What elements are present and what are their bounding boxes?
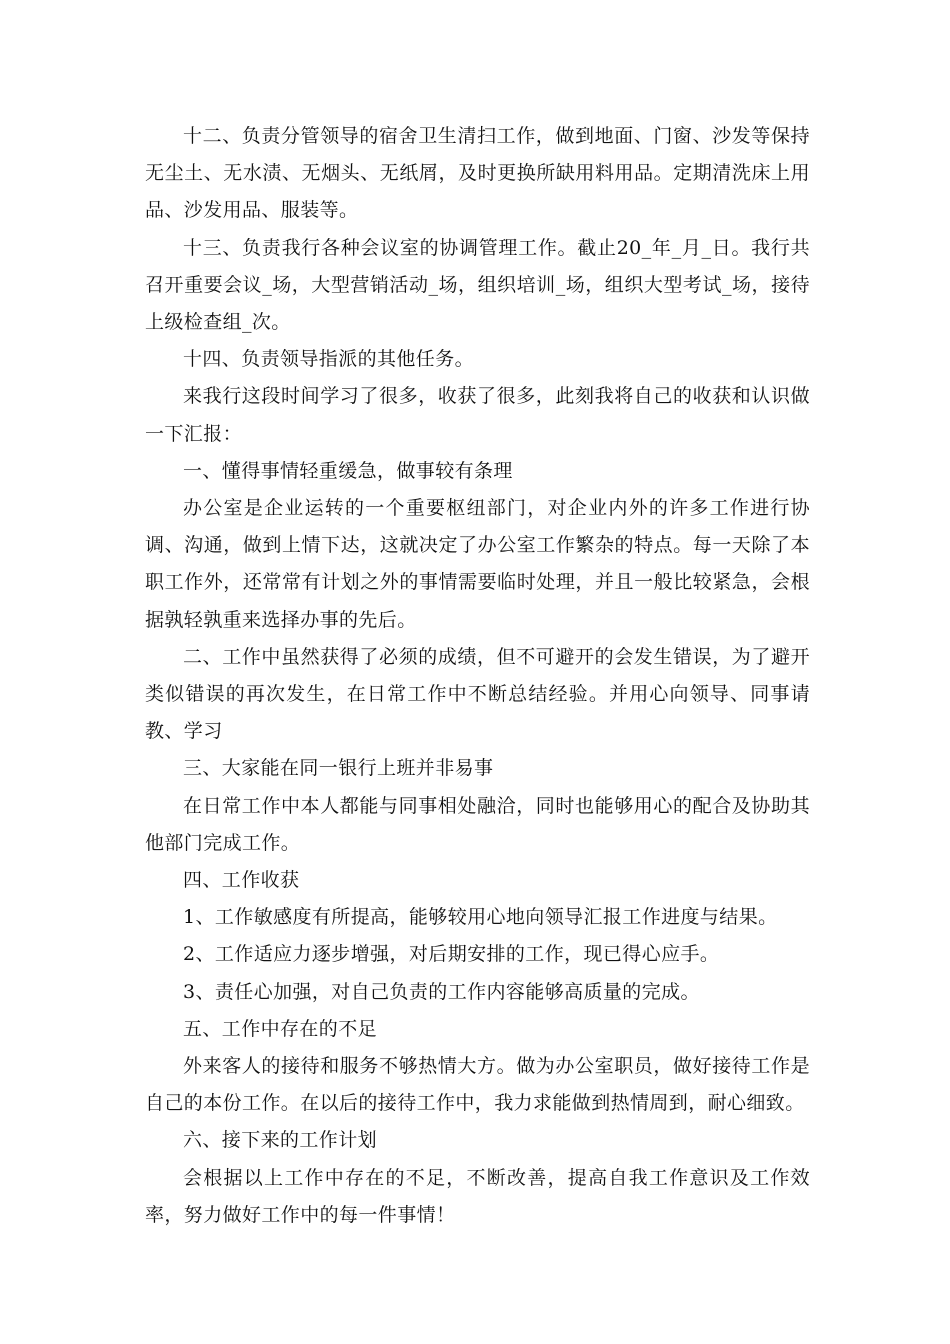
paragraph-section-6: 会根据以上工作中存在的不足，不断改善，提高自我工作意识及工作效率，努力做好工作中的每一件事情！	[145, 1166, 810, 1226]
section-heading-6: 六、接下来的工作计划	[183, 1129, 378, 1152]
paragraph-item-12: 十二、负责分管领导的宿舍卫生清扫工作，做到地面、门窗、沙发等保持无尘土、无水渍、无烟头、无纸屑，及时更换所缺用料用品。定期清洗床上用品、沙发用品、服装等。	[145, 125, 810, 222]
paragraph-item-14: 十四、负责领导指派的其他任务。	[183, 348, 475, 371]
section-heading-3: 三、大家能在同一银行上班并非易事	[183, 757, 494, 780]
section-heading-2: 二、工作中虽然获得了必须的成绩，但不可避开的会发生错误，为了避开类似错误的再次发生，在日常工作中不断总结经验。并用心向领导、同事请教、学习	[145, 645, 810, 743]
section-heading-5: 五、工作中存在的不足	[183, 1017, 378, 1040]
section-heading-4: 四、工作收获	[183, 869, 300, 892]
list-item-gain-3: 3、责任心加强，对自己负责的工作内容能够高质量的完成。	[183, 980, 700, 1003]
list-item-gain-2: 2、工作适应力逐步增强，对后期安排的工作，现已得心应手。	[183, 943, 720, 966]
paragraph-item-13: 十三、负责我行各种会议室的协调管理工作。截止20_年_月_日。我行共召开重要会议_场，大型营销活动_场，组织培训_场，组织大型考试_场，接待上级检查组_次。	[145, 236, 810, 334]
paragraph-section-1: 办公室是企业运转的一个重要枢纽部门，对企业内外的许多工作进行协调、沟通，做到上情下达，这就决定了办公室工作繁杂的特点。每一天除了本职工作外，还常常有计划之外的事情需要临时处理，并且一般比较紧急，会根据孰轻孰重来选择办事的先后。	[145, 497, 810, 631]
paragraph-section-5: 外来客人的接待和服务不够热情大方。做为办公室职员，做好接待工作是自己的本份工作。在以后的接待工作中，我力求能做到热情周到，耐心细致。	[145, 1055, 810, 1115]
paragraph-intro: 来我行这段时间学习了很多，收获了很多，此刻我将自己的收获和认识做一下汇报：	[145, 385, 810, 445]
list-item-gain-1: 1、工作敏感度有所提高，能够较用心地向领导汇报工作进度与结果。	[183, 906, 778, 929]
paragraph-section-3: 在日常工作中本人都能与同事相处融洽，同时也能够用心的配合及协助其他部门完成工作。	[145, 794, 810, 854]
document-body	[145, 118, 810, 1234]
section-heading-1: 一、懂得事情轻重缓急，做事较有条理	[183, 459, 513, 482]
